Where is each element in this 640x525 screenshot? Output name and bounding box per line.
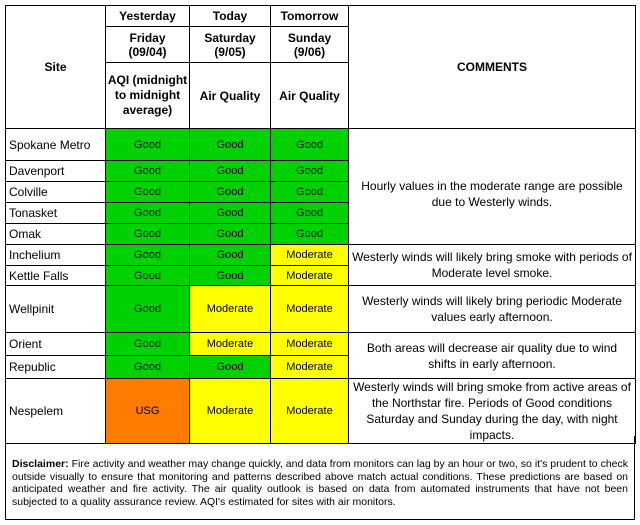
aqi-cell: Good: [190, 161, 271, 182]
aqi-cell: Good: [190, 266, 271, 286]
site-name: Republic: [6, 356, 106, 379]
site-name: Kettle Falls: [6, 266, 106, 286]
col-date-tomorrow: [271, 27, 349, 63]
comments-header: COMMENTS: [349, 6, 636, 129]
aqi-cell: Good: [271, 129, 349, 161]
date-label: (09/04): [128, 44, 167, 59]
disclaimer-text: Fire activity and weather may change quickly, and data from monitors can lag by an hour or two, so it's prudent to check outside visually to ensure that monitoring and patterns described above match actual conditions. These predictions are based on anticipated weather and fire activity. The air quality outlook is based on data from automated instruments that have not been subjected to a quality assurance review. AQI's estimated for sites with air monitors.: [12, 458, 628, 508]
aqi-cell: Moderate: [271, 245, 349, 266]
col-header-yesterday: Yesterday: [106, 6, 190, 27]
site-name: Tonasket: [6, 203, 106, 224]
site-name: Orient: [6, 333, 106, 356]
aqi-cell: Moderate: [271, 333, 349, 356]
aqi-cell: Good: [190, 129, 271, 161]
aqi-cell: Moderate: [190, 333, 271, 356]
aqi-cell: Good: [271, 224, 349, 245]
day-label: Saturday: [204, 30, 256, 45]
aqi-cell: Good: [190, 245, 271, 266]
aqi-cell: Good: [106, 161, 190, 182]
aqi-cell: Good: [106, 129, 190, 161]
col-metric-yesterday: AQI (midnight to midnight average): [106, 63, 190, 129]
aqi-cell: Moderate: [271, 286, 349, 333]
date-label: (9/06): [293, 44, 326, 59]
site-header: Site: [6, 6, 106, 129]
aqi-cell: Good: [190, 203, 271, 224]
aqi-cell: Good: [106, 286, 190, 333]
comment-text: Hourly values in the moderate range are possible due to Westerly winds.: [361, 178, 623, 209]
aqi-cell: Good: [106, 224, 190, 245]
aqi-cell: Good: [271, 203, 349, 224]
aqi-cell: Moderate: [190, 379, 271, 444]
site-name: Wellpinit: [6, 286, 106, 333]
day-label: Friday: [129, 30, 166, 45]
site-name: Omak: [6, 224, 106, 245]
comment-cell: [349, 129, 636, 245]
col-metric-today: Air Quality: [190, 63, 271, 129]
aqi-cell: Good: [271, 182, 349, 203]
aqi-cell: Good: [190, 224, 271, 245]
day-label: Sunday: [287, 30, 332, 45]
aqi-cell: Good: [190, 182, 271, 203]
aqi-cell: Good: [106, 266, 190, 286]
col-date-yesterday: [106, 27, 190, 63]
col-header-tomorrow: Tomorrow: [271, 6, 349, 27]
site-name: Davenport: [6, 161, 106, 182]
aqi-cell: Good: [106, 356, 190, 379]
aqi-cell: USG: [106, 379, 190, 444]
site-name: Nespelem: [6, 379, 106, 444]
air-quality-table: [5, 5, 636, 444]
site-name: Spokane Metro: [6, 129, 106, 161]
date-label: (9/05): [214, 44, 246, 59]
comment-cell: Westerly winds will bring smoke from active areas of the Northstar fire. Periods of Good conditions Saturday and Sunday during the day, with night impacts.: [349, 379, 636, 444]
aqi-cell: Good: [106, 182, 190, 203]
aqi-cell: Moderate: [271, 266, 349, 286]
disclaimer-label: Disclaimer:: [12, 458, 69, 470]
col-date-today: [190, 27, 271, 63]
col-metric-tomorrow: Air Quality: [271, 63, 349, 129]
site-name: Colville: [6, 182, 106, 203]
comment-cell: Westerly winds will likely bring smoke with periods of Moderate level smoke.: [349, 245, 636, 286]
comment-cell: Both areas will decrease air quality due to wind shifts in early afternoon.: [349, 333, 636, 379]
col-header-today: Today: [190, 6, 271, 27]
comment-cell: Westerly winds will likely bring periodic Moderate values early afternoon.: [349, 286, 636, 333]
aqi-cell: Good: [190, 356, 271, 379]
aqi-cell: Moderate: [271, 356, 349, 379]
aqi-cell: Moderate: [271, 379, 349, 444]
site-name: Inchelium: [6, 245, 106, 266]
aqi-cell: Good: [106, 333, 190, 356]
disclaimer: [5, 436, 635, 520]
aqi-cell: Good: [106, 203, 190, 224]
aqi-cell: Good: [106, 245, 190, 266]
aqi-cell: Good: [271, 161, 349, 182]
aqi-cell: Moderate: [190, 286, 271, 333]
